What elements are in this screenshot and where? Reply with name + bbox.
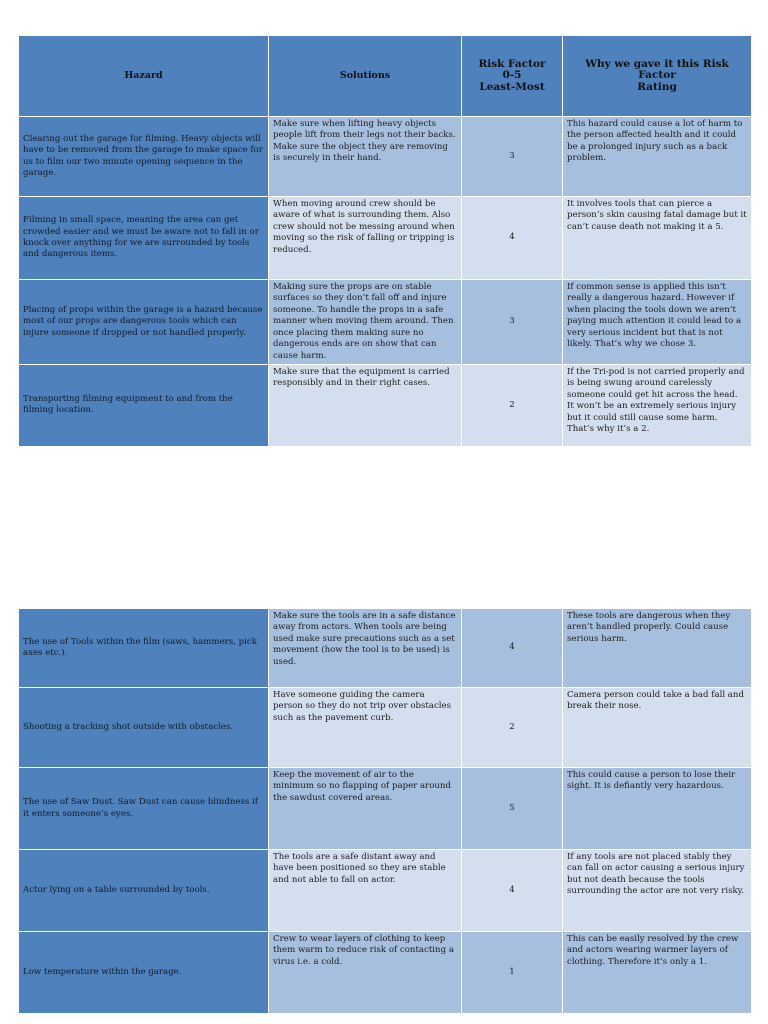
hazard-cell: Low temperature within the garage. <box>19 932 269 1014</box>
risk-cell: 5 <box>462 768 563 850</box>
solution-cell: Keep the movement of air to the minimum so no flapping of paper around the sawdust covered areas. <box>269 768 462 850</box>
risk-cell: 3 <box>462 280 563 365</box>
why-cell: Camera person could take a bad fall and break their nose. <box>563 688 752 768</box>
header-why-line-1: Why we gave it this Risk Factor <box>585 57 729 82</box>
table-row <box>19 850 752 932</box>
header-risk-line-2: 0-5 <box>502 69 522 82</box>
why-cell: These tools are dangerous when they aren’t handled properly. Could cause serious harm. <box>563 609 752 688</box>
why-cell: If any tools are not placed stably they can fall on actor causing a serious injury but not death because the tools surrounding the actor are not very risky. <box>563 850 752 932</box>
hazard-cell: Clearing out the garage for filming. Heavy objects will have to be removed from the garage to make space for us to film our two minute opening sequence in the garage. <box>19 117 269 197</box>
risk-cell: 4 <box>462 850 563 932</box>
table-row <box>19 688 752 768</box>
solution-cell: Crew to wear layers of clothing to keep them warm to reduce risk of contacting a virus i.e. a cold. <box>269 932 462 1014</box>
risk-cell: 4 <box>462 609 563 688</box>
table-row <box>19 609 752 688</box>
hazard-cell: The use of Tools within the film (saws, hammers, pick axes etc.). <box>19 609 269 688</box>
hazard-cell: Filming in small space, meaning the area can get crowded easier and we must be aware not to fall in or knock over anything for we are surrounded by tools and dangerous items. <box>19 197 269 280</box>
table-row <box>19 117 752 197</box>
solution-cell: The tools are a safe distant away and have been positioned so they are stable and not able to fall on actor. <box>269 850 462 932</box>
hazard-cell: Actor lying on a table surrounded by tools. <box>19 850 269 932</box>
why-cell: This hazard could cause a lot of harm to the person affected health and it could be a prolonged injury such as a back problem. <box>563 117 752 197</box>
hazard-cell: The use of Saw Dust. Saw Dust can cause blindness if it enters someone’s eyes. <box>19 768 269 850</box>
hazard-cell: Transporting filming equipment to and from the filming location. <box>19 364 269 446</box>
hazard-cell: Shooting a tracking shot outside with obstacles. <box>19 688 269 768</box>
risk-cell: 2 <box>462 688 563 768</box>
header-risk-line-1: Risk Factor <box>478 57 546 70</box>
solution-cell: Have someone guiding the camera person so they do not trip over obstacles such as the pavement curb. <box>269 688 462 768</box>
table-row <box>19 768 752 850</box>
solution-cell: Make sure when lifting heavy objects people lift from their legs not their backs. Make sure the object they are removing is securely in their hand. <box>269 117 462 197</box>
header-why <box>563 36 752 117</box>
solution-cell: Making sure the props are on stable surfaces so they don’t fall off and injure someone. To handle the props in a safe manner when moving them around. Then once placing them making sure no dangerous ends are on show that can cause harm. <box>269 280 462 365</box>
solution-cell: Make sure the tools are in a safe distance away from actors. When tools are being used make sure precautions such as a set movement (how the tool is to be used) is used. <box>269 609 462 688</box>
table-row <box>19 280 752 365</box>
header-risk-line-3: Least-Most <box>479 80 545 93</box>
header-solutions: Solutions <box>269 36 462 117</box>
header-risk-factor <box>462 36 563 117</box>
why-cell: It involves tools that can pierce a person’s skin causing fatal damage but it can’t cause death not making it a 5. <box>563 197 752 280</box>
risk-assessment-table-2 <box>18 608 752 1014</box>
table-row <box>19 932 752 1014</box>
why-cell: This could cause a person to lose their sight. It is defiantly very hazardous. <box>563 768 752 850</box>
why-cell: This can be easily resolved by the crew and actors wearing warmer layers of clothing. Therefore it’s only a 1. <box>563 932 752 1014</box>
risk-cell: 2 <box>462 364 563 446</box>
why-cell: If the Tri-pod is not carried properly and is being swung around carelessly someone could get hit across the head. It won’t be an extremely serious injury but it could still cause some harm. That’s why it’s a 2. <box>563 364 752 446</box>
header-hazard: Hazard <box>19 36 269 117</box>
table-row <box>19 197 752 280</box>
table-row <box>19 364 752 446</box>
risk-cell: 1 <box>462 932 563 1014</box>
risk-cell: 4 <box>462 197 563 280</box>
risk-cell: 3 <box>462 117 563 197</box>
solution-cell: When moving around crew should be aware of what is surrounding them. Also crew should not be messing around when moving so the risk of falling or tripping is reduced. <box>269 197 462 280</box>
risk-assessment-table-1 <box>18 35 752 447</box>
header-row <box>19 36 752 117</box>
hazard-cell: Placing of props within the garage is a hazard because most of our props are dangerous tools which can injure someone if dropped or not handled properly. <box>19 280 269 365</box>
solution-cell: Make sure that the equipment is carried responsibly and in their right cases. <box>269 364 462 446</box>
why-cell: If common sense is applied this isn’t really a dangerous hazard. However if when placing the tools down we aren’t paying much attention it could lead to a very serious incident but that is not likely. That’s why we chose 3. <box>563 280 752 365</box>
header-why-line-2: Rating <box>637 80 677 93</box>
